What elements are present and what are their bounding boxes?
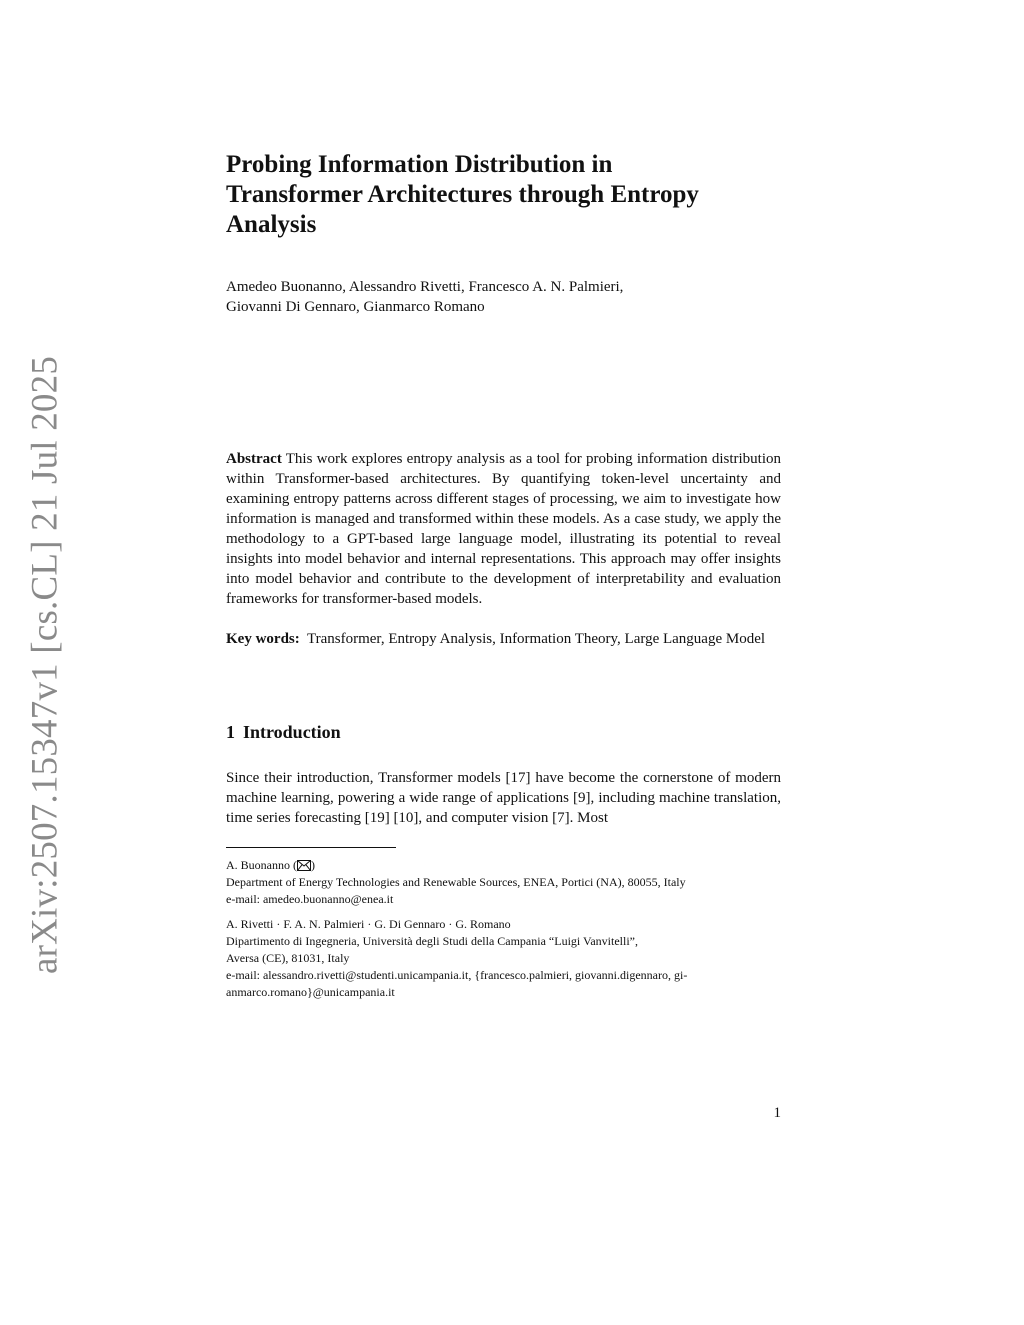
author-line: Giovanni Di Gennaro, Gianmarco Romano <box>226 299 485 315</box>
footnote-name-close: ) <box>311 858 315 872</box>
envelope-icon[interactable] <box>297 860 311 871</box>
footnote-email-line[interactable]: e-mail: alessandro.rivetti@studenti.unicampania.it, {francesco.palmieri, giovanni.digennaro, gi- <box>226 968 688 982</box>
title-line: Probing Information Distribution in <box>226 151 613 178</box>
footnote-affiliation-line: Aversa (CE), 81031, Italy <box>226 951 350 965</box>
footnote-affiliation: Department of Energy Technologies and Renewable Sources, ENEA, Portici (NA), 80055, Italy <box>226 875 686 889</box>
footnote-divider <box>226 847 396 848</box>
page-number: 1 <box>773 1105 781 1121</box>
keywords-label: Key words: <box>226 631 300 647</box>
arxiv-identifier-stamp[interactable]: arXiv:2507.15347v1 [cs.CL] 21 Jul 2025 <box>24 355 66 975</box>
footnote-coauthor-names: A. Rivetti · F. A. N. Palmieri · G. Di Gennaro · G. Romano <box>226 917 511 931</box>
keywords <box>226 629 781 649</box>
section-title: Introduction <box>243 722 341 742</box>
footnote-author-name: A. Buonanno ( <box>226 858 297 872</box>
title-line: Transformer Architectures through Entropy <box>226 181 699 208</box>
section-number: 1 <box>226 722 235 742</box>
author-list <box>226 277 781 317</box>
footnote-email[interactable]: e-mail: amedeo.buonanno@enea.it <box>226 892 394 906</box>
paper-title <box>226 150 746 240</box>
footnote-coauthors <box>226 916 781 1001</box>
footnote-affiliation-line: Dipartimento di Ingegneria, Università degli Studi della Campania “Luigi Vanvitelli”, <box>226 934 639 948</box>
footnote-name-line <box>226 857 781 874</box>
footnote-email-line[interactable]: anmarco.romano}@unicampania.it <box>226 985 395 999</box>
introduction-paragraph: Since their introduction, Transformer models [17] have become the cornerstone of modern machine learning, powering a wide range of applications [9], including machine translation, time series forecasting [19] [10], and computer vision [7]. Most <box>226 770 781 826</box>
abstract-text: This work explores entropy analysis as a tool for probing information distribution within Transformer-based architectures. By quantifying token-level uncertainty and examining entropy patterns across different stages of processing, we aim to investigate how information is managed and transformed within these models. As a case study, we apply the methodology to a GPT-based large language model, illustrating its potential to reveal insights into model behavior and internal representations. This approach may offer insights into model behavior and contribute to the development of interpretability and evaluation frameworks for transformer-based models. <box>226 451 781 607</box>
keywords-text: Transformer, Entropy Analysis, Information Theory, Large Language Model <box>306 631 766 647</box>
page-content <box>226 150 781 1001</box>
title-line: Analysis <box>226 211 317 238</box>
author-line: Amedeo Buonanno, Alessandro Rivetti, Francesco A. N. Palmieri, <box>226 279 624 295</box>
abstract <box>226 449 781 609</box>
footnote-first-author <box>226 857 781 908</box>
abstract-label: Abstract <box>226 451 282 467</box>
footnotes <box>226 857 781 1001</box>
section-heading <box>226 720 781 744</box>
